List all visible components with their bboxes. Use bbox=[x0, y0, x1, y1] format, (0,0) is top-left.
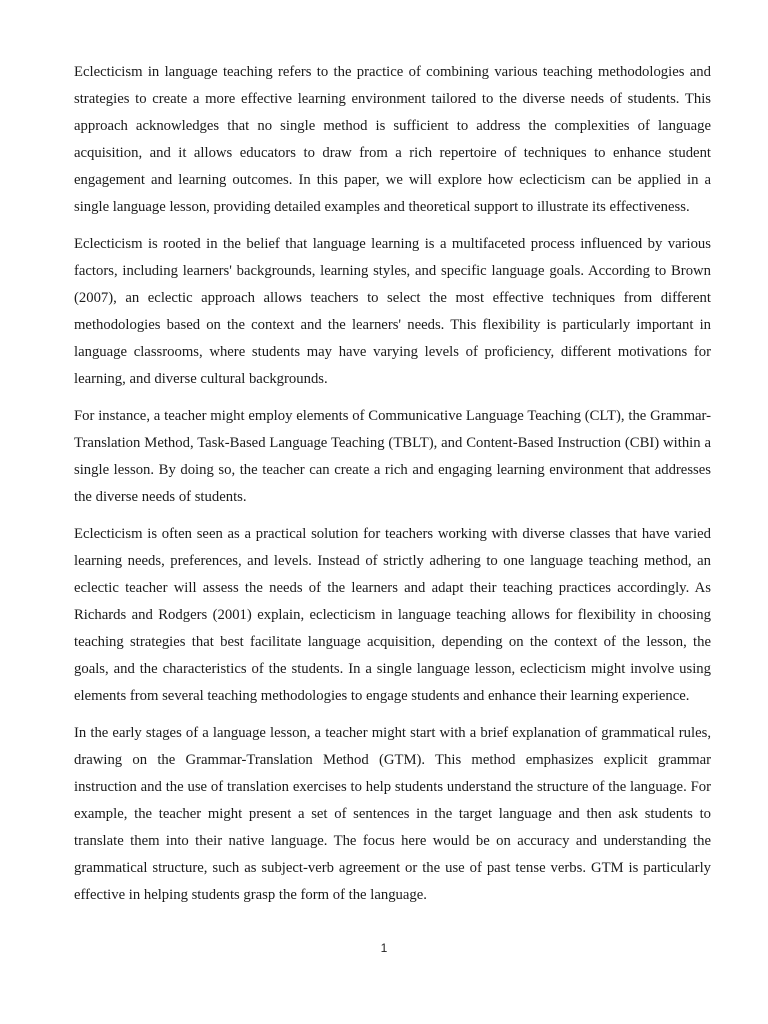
paragraph-3: For instance, a teacher might employ elements of Communicative Language Teaching (CLT), the Grammar-Translation Method, Task-Based Language Teaching (TBLT), and Content-Based Instruction (CBI) within a single lesson. By doing so, the teacher can create a rich and engaging learning environment that addresses the diverse needs of students. bbox=[74, 408, 711, 505]
page-number: 1 bbox=[380, 941, 388, 955]
paragraph-5: In the early stages of a language lesson, a teacher might start with a brief explanation of grammatical rules, drawing on the Grammar-Translation Method (GTM). This method emphasizes explicit grammar instruction and the use of translation exercises to help students understand the structure of the language. For example, the teacher might present a set of sentences in the target language and then ask students to translate them into their native language. The focus here would be on accuracy and understanding the grammatical structure, such as subject-verb agreement or the use of past tense verbs. GTM is particularly effective in helping students grasp the form of the language. bbox=[74, 725, 711, 903]
document-body bbox=[74, 59, 711, 919]
paragraph-4: Eclecticism is often seen as a practical solution for teachers working with diverse classes that have varied learning needs, preferences, and levels. Instead of strictly adhering to one language teaching method, an eclectic teacher will assess the needs of the learners and adapt their teaching practices accordingly. As Richards and Rodgers (2001) explain, eclecticism in language teaching allows for flexibility in choosing teaching strategies that best facilitate language acquisition, depending on the context of the lesson, the goals, and the characteristics of the students. In a single language lesson, eclecticism might involve using elements from several teaching methodologies to engage students and enhance their learning experience. bbox=[74, 526, 711, 704]
paragraph-1: Eclecticism in language teaching refers to the practice of combining various teaching methodologies and strategies to create a more effective learning environment tailored to the diverse needs of students. This approach acknowledges that no single method is sufficient to address the complexities of language acquisition, and it allows educators to draw from a rich repertoire of techniques to enhance student engagement and learning outcomes. In this paper, we will explore how eclecticism can be applied in a single language lesson, providing detailed examples and theoretical support to illustrate its effectiveness. bbox=[74, 64, 711, 215]
paragraph-2: Eclecticism is rooted in the belief that language learning is a multifaceted process influenced by various factors, including learners' backgrounds, learning styles, and specific language goals. According to Brown (2007), an eclectic approach allows teachers to select the most effective techniques from different methodologies based on the context and the learners' needs. This flexibility is particularly important in language classrooms, where students may have varying levels of proficiency, different motivations for learning, and diverse cultural backgrounds. bbox=[74, 236, 711, 387]
